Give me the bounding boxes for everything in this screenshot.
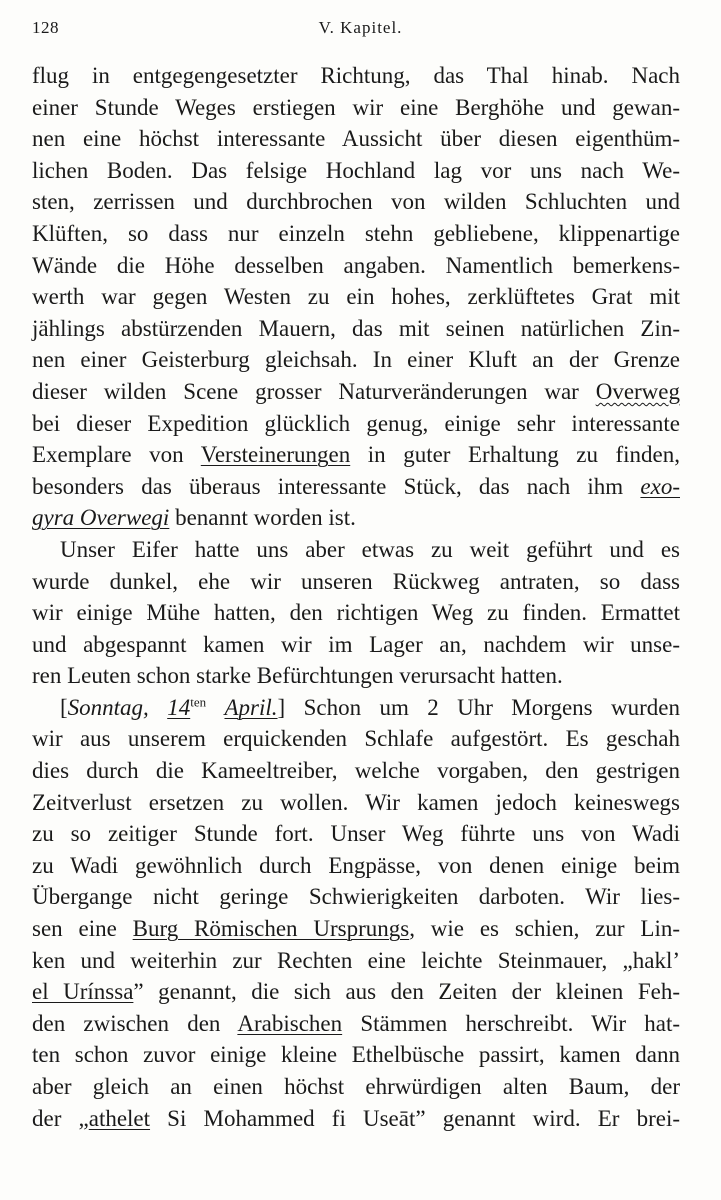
text-run: ten schon zuvor einige kleine Ethelbüsche passirt, kamen dann [32, 1042, 680, 1068]
text-run: ” genannt, die sich aus den Zeiten der kleinen Feh- [133, 979, 680, 1005]
text-run: nen eine höchst interessante Aussicht über diesen eigenthüm- [32, 126, 680, 152]
text-run: ren Leuten schon starke Befürchtungen verursacht hatten. [32, 663, 563, 689]
text-line [32, 913, 680, 945]
text-run: werth war gegen Westen zu ein hohes, zerklüftetes Grat mit [32, 284, 680, 310]
text-run: , wie es schien, zur Lin- [409, 916, 680, 942]
text-run: dies durch die Kameeltreiber, welche vorgaben, den gestrigen [32, 758, 680, 784]
text-line [32, 344, 680, 376]
text-line [32, 408, 680, 440]
text-run: dieser wilden Scene grosser Naturveränderungen war [32, 378, 596, 404]
text-run: wir einige Mühe hatten, den richtigen Weg zu finden. Ermattet [32, 600, 680, 626]
superscript: ten [190, 694, 207, 710]
text-line [32, 92, 680, 124]
page-number: 128 [32, 18, 59, 37]
text-run: aber gleich an einen höchst ehrwürdigen alten Baum, der [32, 1074, 680, 1099]
text-run: Stämmen herschreibt. Wir hat- [342, 1010, 680, 1036]
text-run: der „ [32, 1105, 89, 1131]
text-line [32, 787, 680, 819]
text-line [32, 155, 680, 187]
marked-text: Versteinerungen [200, 442, 351, 468]
marked-text: athelet [88, 1105, 151, 1131]
text-run: Unser Eifer hatte uns aber etwas zu weit geführt und es [60, 536, 680, 562]
text-line [32, 250, 680, 282]
text-line [32, 281, 680, 313]
text-run: besonders das überaus interessante Stück, das nach ihm [32, 473, 641, 499]
text-line [32, 123, 680, 155]
marked-text: gyra Overwegi [32, 505, 170, 531]
text-run: einer Stunde Weges erstiegen wir eine Berghöhe und gewan- [32, 94, 680, 120]
text-run: bei dieser Expedition glücklich genug, einige sehr interessante [32, 410, 680, 436]
text-run: zu Wadi gewöhnlich durch Engpässe, von denen einige beim [32, 852, 680, 878]
marked-text: Burg Römischen Ursprungs [132, 916, 410, 942]
text-line [32, 976, 680, 1008]
text-run: lichen Boden. Das felsige Hochland lag vor uns nach We- [32, 157, 680, 183]
text-line [32, 566, 680, 598]
text-line [32, 1103, 680, 1135]
text-line [32, 660, 680, 692]
text-line [32, 818, 680, 850]
text-line [32, 218, 680, 250]
chapter-title: V. Kapitel. [318, 18, 403, 37]
text-line [32, 313, 680, 345]
text-line [32, 692, 680, 724]
text-line [32, 755, 680, 787]
text-run: sen eine [32, 916, 133, 942]
marked-text: Arabischen [237, 1010, 343, 1036]
text-line [32, 186, 680, 218]
text-line [32, 1071, 680, 1103]
text-run: in guter Erhaltung zu finden, [350, 442, 680, 468]
text-line [32, 439, 680, 471]
text-line [32, 60, 680, 92]
text-line [32, 850, 680, 882]
text-line [32, 597, 680, 629]
marked-text: 14 [167, 694, 191, 720]
text-run: zu so zeitiger Stunde fort. Unser Weg führte uns von Wadi [32, 821, 680, 847]
text-run [149, 695, 167, 720]
text-line [32, 1039, 680, 1071]
marked-text: Sonntag, [67, 694, 149, 720]
text-run [206, 695, 224, 720]
text-line [32, 723, 680, 755]
text-run: Übergange nicht geringe Schwierigkeiten darboten. Wir lies- [32, 884, 680, 910]
marked-text: April. [224, 694, 278, 720]
text-line [32, 471, 680, 503]
text-line [32, 1008, 680, 1040]
text-run: den zwischen den [32, 1010, 238, 1036]
text-line [32, 945, 680, 977]
text-run: [ [60, 694, 68, 720]
text-run: sten, zerrissen und durchbrochen von wilden Schluchten und [32, 189, 680, 215]
text-run: Si Mohammed fi Useāt” genannt wird. Er brei- [150, 1105, 681, 1131]
text-run: Wände die Höhe desselben angaben. Namentlich bemerkens- [32, 252, 680, 278]
text-run: ] Schon um 2 Uhr Morgens wurden [277, 694, 680, 720]
text-run: wir aus unserem erquickenden Schlafe aufgestört. Es geschah [32, 726, 680, 752]
text-run: flug in entgegengesetzter Richtung, das Thal hinab. Nach [32, 63, 680, 88]
body-text [32, 60, 680, 1134]
text-run: jählings abstürzenden Mauern, das mit seinen natürlichen Zin- [32, 315, 680, 341]
marked-text: Overweg [595, 378, 680, 404]
text-line [32, 629, 680, 661]
text-run: benannt worden ist. [169, 505, 356, 531]
running-head [32, 18, 689, 42]
text-line [32, 881, 680, 913]
marked-text: exo- [640, 473, 680, 499]
text-line [32, 534, 680, 566]
text-run: wurde dunkel, ehe wir unseren Rückweg antraten, so dass [32, 568, 680, 594]
text-run: und abgespannt kamen wir im Lager an, nachdem wir unse- [32, 631, 680, 657]
text-run: Klüften, so dass nur einzeln stehn gebliebene, klippenartige [32, 220, 680, 246]
text-run: Zeitverlust ersetzen zu wollen. Wir kamen jedoch keineswegs [32, 789, 680, 815]
text-line [32, 376, 680, 408]
marked-text: el Urínssa [32, 979, 134, 1005]
text-run: ken und weiterhin zur Rechten eine leichte Steinmauer, „hakl’ [32, 947, 680, 973]
text-run: nen einer Geisterburg gleichsah. In einer Kluft an der Grenze [32, 347, 680, 373]
text-line [32, 502, 680, 534]
text-run: Exemplare von [32, 442, 201, 468]
